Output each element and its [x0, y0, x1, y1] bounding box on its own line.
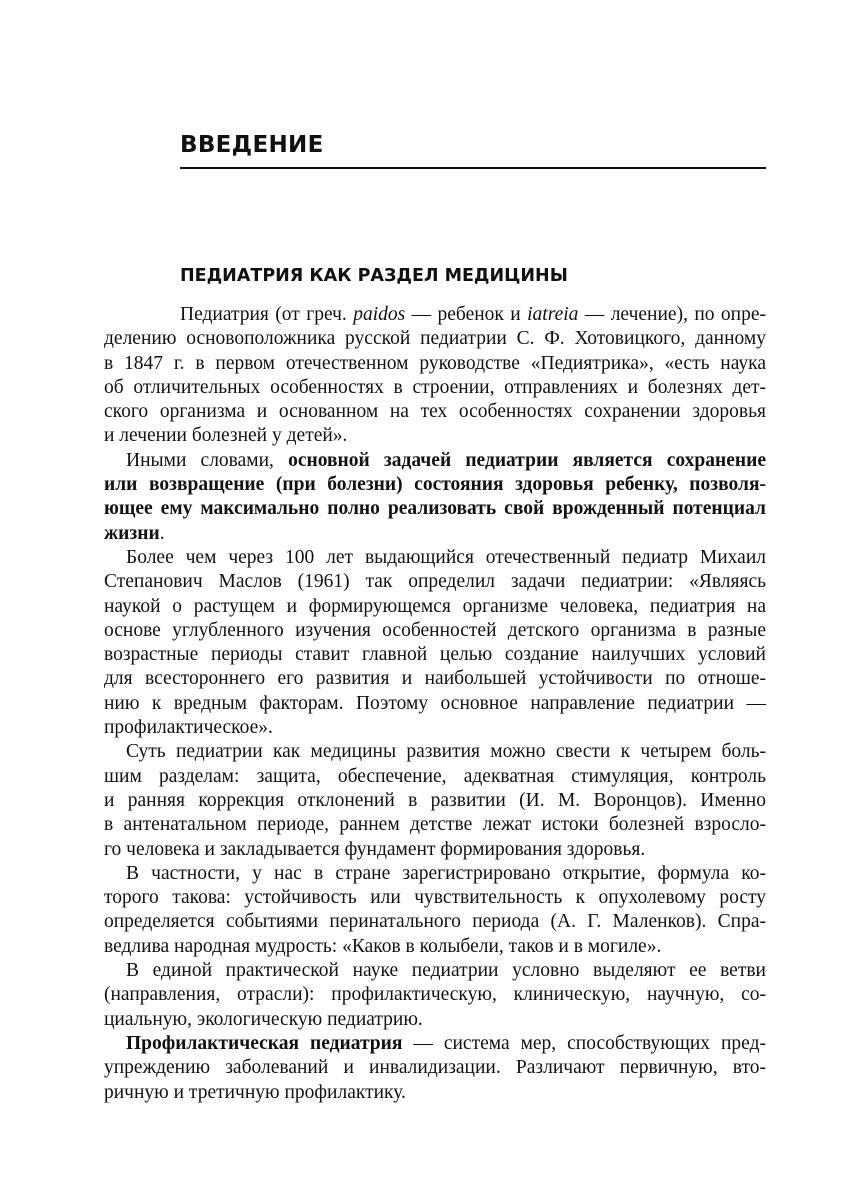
paragraph-main-task: Иными словами, основной задачей педиатрии является сохранение или возвращение (при болезни) состояния здоровья ребенку, позволя- ющее ему максимально полно реализовать свой врожденный потенциал жизни. [104, 449, 766, 544]
paragraph-definition: Педиатрия (от греч. paidos — ребенок и iatreia — лечение), по опре- делению основоположника русской педиатрии С. Ф. Хотовицкого, данному в 1847 г. в первом отечественном руководстве «Педиятрика», «есть наука об отличительных особенностях в строении, отправлениях и болезнях дет- ского организма и основанном на тех особенностях сохранении здоровья и лечении болезней у детей». [104, 304, 767, 447]
paragraph-development: Суть педиатрии как медицины развития можно свести к четырем боль- шим разделам: защита, обеспечение, адекватная стимуляция, контроль и ранняя коррекция отклонений в развитии (И. М. Воронцов). Именно в антенатальном периоде, раннем детстве лежат истоки болезней взросло- го человека и закладывается фундамент формирования здоровья. [104, 741, 766, 860]
chapter-title: ВВЕДЕНИЕ [180, 132, 324, 158]
body-text [104, 303, 766, 1105]
paragraph-maslov: Более чем через 100 лет выдающийся отечественный педиатр Михаил Степанович Маслов (1961) так определил задачи педиатрии: «Являясь наукой о растущем и формирующемся организме человека, педиатрия на основе углубленного изучения особенностей детского организма в разные возрастные периоды ставит главной целью создание наилучших условий для всестороннего его развития и наибольшей устойчивости по отноше- нию к вредным факторам. Поэтому основное направление педиатрии — профилактическое». [104, 546, 766, 739]
section-title: ПЕДИАТРИЯ КАК РАЗДЕЛ МЕДИЦИНЫ [180, 266, 568, 286]
paragraph-prophylactic: Профилактическая педиатрия — система мер, способствующих пред- упреждению заболеваний и инвалидизации. Различают первичную, вто- ричную и третичную профилактику. [104, 1032, 766, 1103]
paragraph-discovery: В частности, у нас в стране зарегистрировано открытие, формула ко- торого такова: устойчивость или чувствительность к опухолевому росту определяется событиями перинатального периода (А. Г. Маленков). Спра- ведлива народная мудрость: «Каков в колыбели, таков и в могиле». [104, 862, 766, 957]
chapter-divider [180, 167, 766, 169]
paragraph-branches: В единой практической науке педиатрии условно выделяют ее ветви (направления, отрасли): профилактическую, клиническую, научную, со- циальную, экологическую педиатрию. [104, 960, 766, 1030]
